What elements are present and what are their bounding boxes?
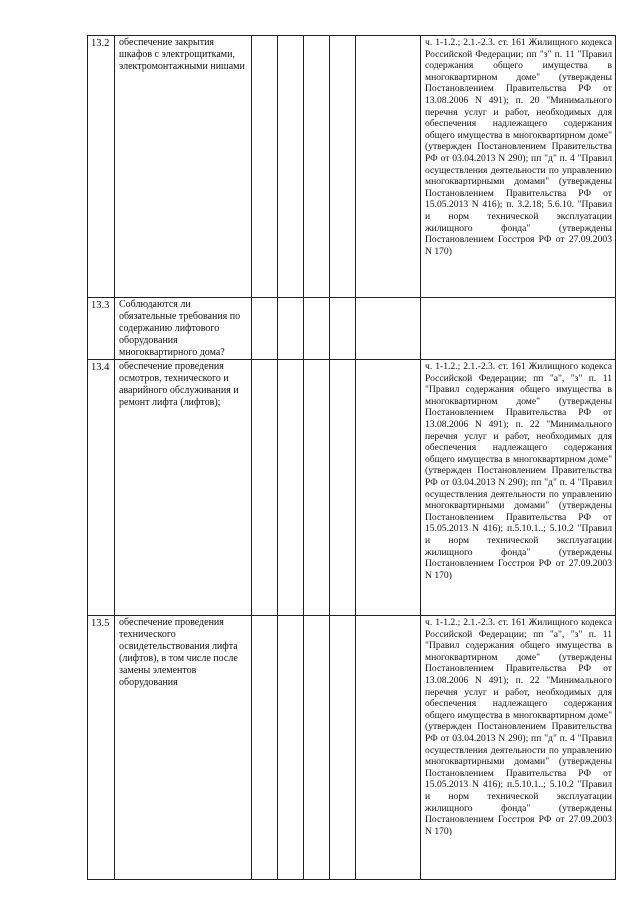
answer-no-cell <box>278 616 304 880</box>
question-text: обеспечение закрытия шкафов с электрощитками, электромонтажными нишами <box>115 36 252 298</box>
question-text: Соблюдаются ли обязательные требования по содержанию лифтового оборудования многоквартирного дома? <box>115 298 252 360</box>
question-text: обеспечение проведения технического освидетельствования лифта (лифтов), в том числе после замены элементов оборудования <box>115 616 252 880</box>
row-number: 13.2 <box>88 36 115 298</box>
answer-not-required-cell <box>304 298 330 360</box>
answer-not-required-cell <box>304 36 330 298</box>
legal-basis-text: ч. 1-1.2.; 2.1.-2.3. ст. 161 Жилищного кодекса Российской Федерации; пп "а", "з" п. 11 "Правил содержания общего имущества в многоквартирном доме" (утверждены Постановлением Правительства РФ от 13.08.2006 N 491); п. 22 "Минимального перечня услуг и работ, необходимых для обеспечения надлежащего содержания общего имущества в многоквартирном доме" (утвержден Постановлением Правительства РФ от 03.04.2013 N 290); пп "д" п. 4 "Правил осуществления деятельности по управлению многоквартирными домами" (утверждены Постановлением Правительства РФ от 15.05.2013 N 416); п.5.10.1..; 5.10.2 "Правил и норм технической эксплуатации жилищного фонда" (утверждены Постановлением Госстроя РФ от 27.09.2003 N 170) <box>421 616 616 880</box>
answer-no-cell <box>278 298 304 360</box>
row-number: 13.3 <box>88 298 115 360</box>
table-row <box>88 298 616 360</box>
answer-extra-cell <box>330 298 356 360</box>
answer-yes-cell <box>252 36 278 298</box>
answer-extra-cell <box>330 36 356 298</box>
answer-no-cell <box>278 360 304 616</box>
answer-no-cell <box>278 36 304 298</box>
table-row <box>88 36 616 298</box>
note-cell <box>356 616 421 880</box>
answer-yes-cell <box>252 616 278 880</box>
row-number: 13.5 <box>88 616 115 880</box>
answer-not-required-cell <box>304 616 330 880</box>
checklist-table <box>87 35 616 880</box>
row-number: 13.4 <box>88 360 115 616</box>
question-text: обеспечение проведения осмотров, технического и аварийного обслуживания и ремонт лифта (лифтов); <box>115 360 252 616</box>
answer-not-required-cell <box>304 360 330 616</box>
table-row <box>88 616 616 880</box>
table-row <box>88 360 616 616</box>
note-cell <box>356 298 421 360</box>
answer-extra-cell <box>330 616 356 880</box>
note-cell <box>356 36 421 298</box>
legal-basis-text <box>421 298 616 360</box>
answer-yes-cell <box>252 298 278 360</box>
note-cell <box>356 360 421 616</box>
answer-yes-cell <box>252 360 278 616</box>
legal-basis-text: ч. 1-1.2.; 2.1.-2.3. ст. 161 Жилищного кодекса Российской Федерации; пп "а", "з" п. 11 "Правил содержания общего имущества в многоквартирном доме" (утверждены Постановлением Правительства РФ от 13.08.2006 N 491); п. 22 "Минимального перечня услуг и работ, необходимых для обеспечения надлежащего содержания общего имущества в многоквартирном доме" (утвержден Постановлением Правительства РФ от 03.04.2013 N 290); пп "д" п. 4 "Правил осуществления деятельности по управлению многоквартирными домами" (утверждены Постановлением Правительства РФ от 15.05.2013 N 416); п.5.10.1..; 5.10.2 "Правил и норм технической эксплуатации жилищного фонда" (утверждены Постановлением Госстроя РФ от 27.09.2003 N 170) <box>421 360 616 616</box>
legal-basis-text: ч. 1-1.2.; 2.1.-2.3. ст. 161 Жилищного кодекса Российской Федерации; пп "з" п. 11 "Правил содержания общего имущества в многоквартирном доме" (утверждены Постановлением Правительства РФ от 13.08.2006 N 491); п. 20 "Минимального перечня услуг и работ, необходимых для обеспечения надлежащего содержания общего имущества в многоквартирном доме" (утвержден Постановлением Правительства РФ от 03.04.2013 N 290); пп "д" п. 4 "Правил осуществления деятельности по управлению многоквартирными домами" (утверждены Постановлением Правительства РФ от 15.05.2013 N 416); п. 3.2.18; 5.6.10. "Правил и норм технической эксплуатации жилищного фонда" (утверждены Постановлением Госстроя РФ от 27.09.2003 N 170) <box>421 36 616 298</box>
answer-extra-cell <box>330 360 356 616</box>
